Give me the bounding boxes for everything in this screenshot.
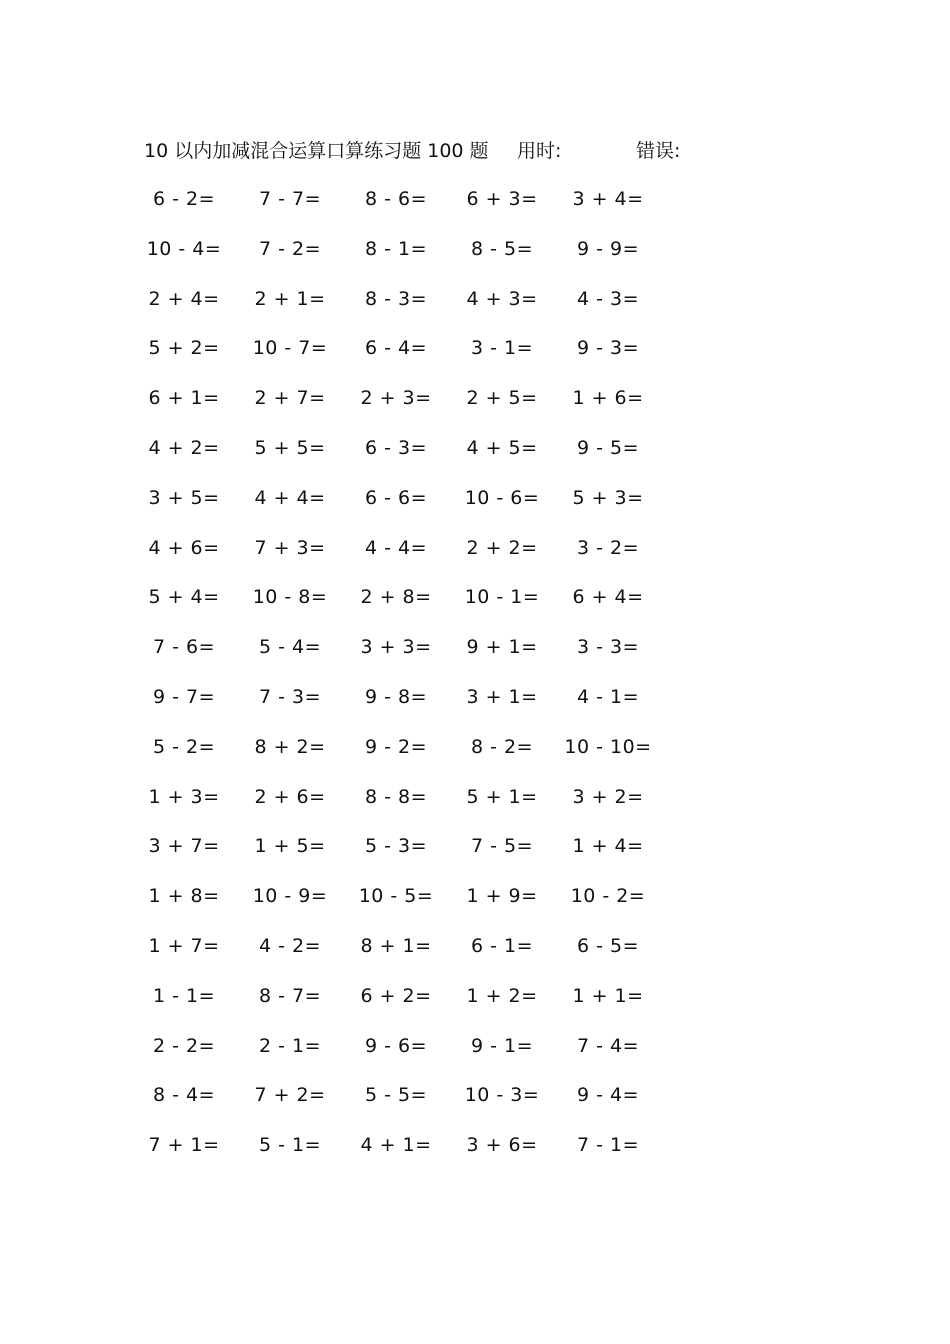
arithmetic-problem: 2 + 7= [254, 387, 326, 410]
arithmetic-problem: 1 - 1= [152, 984, 216, 1007]
arithmetic-problem: 2 + 5= [466, 387, 538, 410]
arithmetic-problem: 4 + 5= [466, 436, 538, 459]
arithmetic-problem: 5 - 5= [364, 1084, 428, 1107]
problem-row [0, 981, 950, 1031]
arithmetic-problem: 1 + 8= [148, 885, 220, 908]
errors-label: 错误: [636, 140, 681, 162]
arithmetic-problem: 5 - 3= [364, 835, 428, 858]
arithmetic-problem: 10 - 10= [564, 735, 652, 758]
arithmetic-problem: 1 + 9= [466, 885, 538, 908]
arithmetic-problem: 10 - 2= [570, 885, 646, 908]
arithmetic-problem: 9 - 7= [152, 685, 216, 708]
arithmetic-problem: 1 + 6= [572, 387, 644, 410]
arithmetic-problem: 10 - 3= [464, 1084, 540, 1107]
arithmetic-problem: 4 + 4= [254, 486, 326, 509]
problem-row [0, 582, 950, 632]
arithmetic-problem: 4 - 2= [258, 934, 322, 957]
arithmetic-problem: 5 + 2= [148, 337, 220, 360]
arithmetic-problem: 8 - 3= [364, 287, 428, 310]
arithmetic-problem: 5 - 2= [152, 735, 216, 758]
arithmetic-problem: 6 - 6= [364, 486, 428, 509]
problem-row [0, 732, 950, 782]
arithmetic-problem: 7 - 3= [258, 685, 322, 708]
arithmetic-problem: 3 + 6= [466, 1134, 538, 1157]
arithmetic-problem: 3 - 1= [470, 337, 534, 360]
arithmetic-problem: 1 + 3= [148, 785, 220, 808]
arithmetic-problem: 8 - 6= [364, 188, 428, 210]
arithmetic-problem: 8 - 5= [470, 237, 534, 260]
arithmetic-problem: 6 - 2= [152, 188, 216, 210]
arithmetic-problem: 8 - 2= [470, 735, 534, 758]
arithmetic-problem: 3 + 5= [148, 486, 220, 509]
arithmetic-problem: 7 + 3= [254, 536, 326, 559]
arithmetic-problem: 6 - 4= [364, 337, 428, 360]
arithmetic-problem: 8 + 2= [254, 735, 326, 758]
arithmetic-problem: 9 - 2= [364, 735, 428, 758]
arithmetic-problem: 2 - 2= [152, 1034, 216, 1057]
arithmetic-problem: 2 + 6= [254, 785, 326, 808]
arithmetic-problem: 10 - 9= [252, 885, 328, 908]
arithmetic-problem: 1 + 5= [254, 835, 326, 858]
arithmetic-problem: 5 - 1= [258, 1134, 322, 1157]
problem-row [0, 383, 950, 433]
arithmetic-problem: 7 - 5= [470, 835, 534, 858]
arithmetic-problem: 8 - 7= [258, 984, 322, 1007]
problem-row [0, 782, 950, 832]
arithmetic-problem: 6 + 3= [466, 188, 538, 210]
arithmetic-problem: 10 - 6= [464, 486, 540, 509]
arithmetic-problem: 5 + 4= [148, 586, 220, 609]
problem-row [0, 682, 950, 732]
arithmetic-problem: 7 - 1= [576, 1134, 640, 1157]
arithmetic-problem: 9 - 9= [576, 237, 640, 260]
arithmetic-problem: 9 - 1= [470, 1034, 534, 1057]
arithmetic-problem: 3 - 2= [576, 536, 640, 559]
arithmetic-problem: 8 - 4= [152, 1084, 216, 1107]
arithmetic-problem: 9 - 8= [364, 685, 428, 708]
arithmetic-problem: 8 - 8= [364, 785, 428, 808]
arithmetic-problem: 10 - 4= [146, 237, 222, 260]
arithmetic-problem: 9 - 4= [576, 1084, 640, 1107]
arithmetic-problem: 4 + 2= [148, 436, 220, 459]
problem-row [0, 1130, 950, 1180]
arithmetic-problem: 10 - 7= [252, 337, 328, 360]
arithmetic-problem: 6 - 3= [364, 436, 428, 459]
arithmetic-problem: 4 + 1= [360, 1134, 432, 1157]
arithmetic-problem: 5 + 1= [466, 785, 538, 808]
arithmetic-problem: 7 - 4= [576, 1034, 640, 1057]
problem-row [0, 831, 950, 881]
problem-row [0, 1031, 950, 1081]
problem-row [0, 184, 950, 234]
arithmetic-problem: 7 - 2= [258, 237, 322, 260]
arithmetic-problem: 8 + 1= [360, 934, 432, 957]
problem-row [0, 284, 950, 334]
arithmetic-problem: 9 - 6= [364, 1034, 428, 1057]
arithmetic-problem: 1 + 2= [466, 984, 538, 1007]
arithmetic-problem: 8 - 1= [364, 237, 428, 260]
problem-row [0, 433, 950, 483]
arithmetic-problem: 1 + 4= [572, 835, 644, 858]
arithmetic-problem: 9 - 3= [576, 337, 640, 360]
arithmetic-problem: 2 + 2= [466, 536, 538, 559]
arithmetic-problem: 10 - 8= [252, 586, 328, 609]
problem-row [0, 483, 950, 533]
problem-row [0, 632, 950, 682]
arithmetic-problem: 2 - 1= [258, 1034, 322, 1057]
arithmetic-problem: 6 - 1= [470, 934, 534, 957]
arithmetic-problem: 7 - 7= [258, 188, 322, 210]
time-used-label: 用时: [517, 140, 562, 162]
arithmetic-problem: 3 - 3= [576, 636, 640, 659]
arithmetic-problem: 9 - 5= [576, 436, 640, 459]
arithmetic-problem: 5 + 5= [254, 436, 326, 459]
arithmetic-problem: 6 + 2= [360, 984, 432, 1007]
arithmetic-problem: 10 - 5= [358, 885, 434, 908]
arithmetic-problem: 2 + 3= [360, 387, 432, 410]
arithmetic-problem: 7 + 2= [254, 1084, 326, 1107]
arithmetic-problem: 1 + 7= [148, 934, 220, 957]
arithmetic-problem: 3 + 3= [360, 636, 432, 659]
problem-row [0, 333, 950, 383]
arithmetic-problem: 7 + 1= [148, 1134, 220, 1157]
arithmetic-problem: 6 - 5= [576, 934, 640, 957]
arithmetic-problem: 6 + 1= [148, 387, 220, 410]
problem-row [0, 881, 950, 931]
arithmetic-problem: 3 + 1= [466, 685, 538, 708]
worksheet-title: 10 以内加减混合运算口算练习题 100 题 [144, 140, 489, 162]
arithmetic-problem: 4 + 6= [148, 536, 220, 559]
arithmetic-problem: 4 + 3= [466, 287, 538, 310]
problem-row [0, 1080, 950, 1130]
arithmetic-problem: 3 + 7= [148, 835, 220, 858]
problem-row [0, 533, 950, 583]
arithmetic-problem: 2 + 8= [360, 586, 432, 609]
arithmetic-problem: 7 - 6= [152, 636, 216, 659]
problem-grid [0, 184, 950, 1180]
arithmetic-problem: 5 + 3= [572, 486, 644, 509]
arithmetic-problem: 2 + 1= [254, 287, 326, 310]
problem-row [0, 931, 950, 981]
arithmetic-problem: 3 + 4= [572, 188, 644, 210]
arithmetic-problem: 3 + 2= [572, 785, 644, 808]
arithmetic-problem: 6 + 4= [572, 586, 644, 609]
arithmetic-problem: 10 - 1= [464, 586, 540, 609]
arithmetic-problem: 5 - 4= [258, 636, 322, 659]
arithmetic-problem: 4 - 3= [576, 287, 640, 310]
arithmetic-problem: 9 + 1= [466, 636, 538, 659]
problem-row [0, 234, 950, 284]
arithmetic-problem: 1 + 1= [572, 984, 644, 1007]
arithmetic-problem: 2 + 4= [148, 287, 220, 310]
arithmetic-problem: 4 - 1= [576, 685, 640, 708]
arithmetic-problem: 4 - 4= [364, 536, 428, 559]
